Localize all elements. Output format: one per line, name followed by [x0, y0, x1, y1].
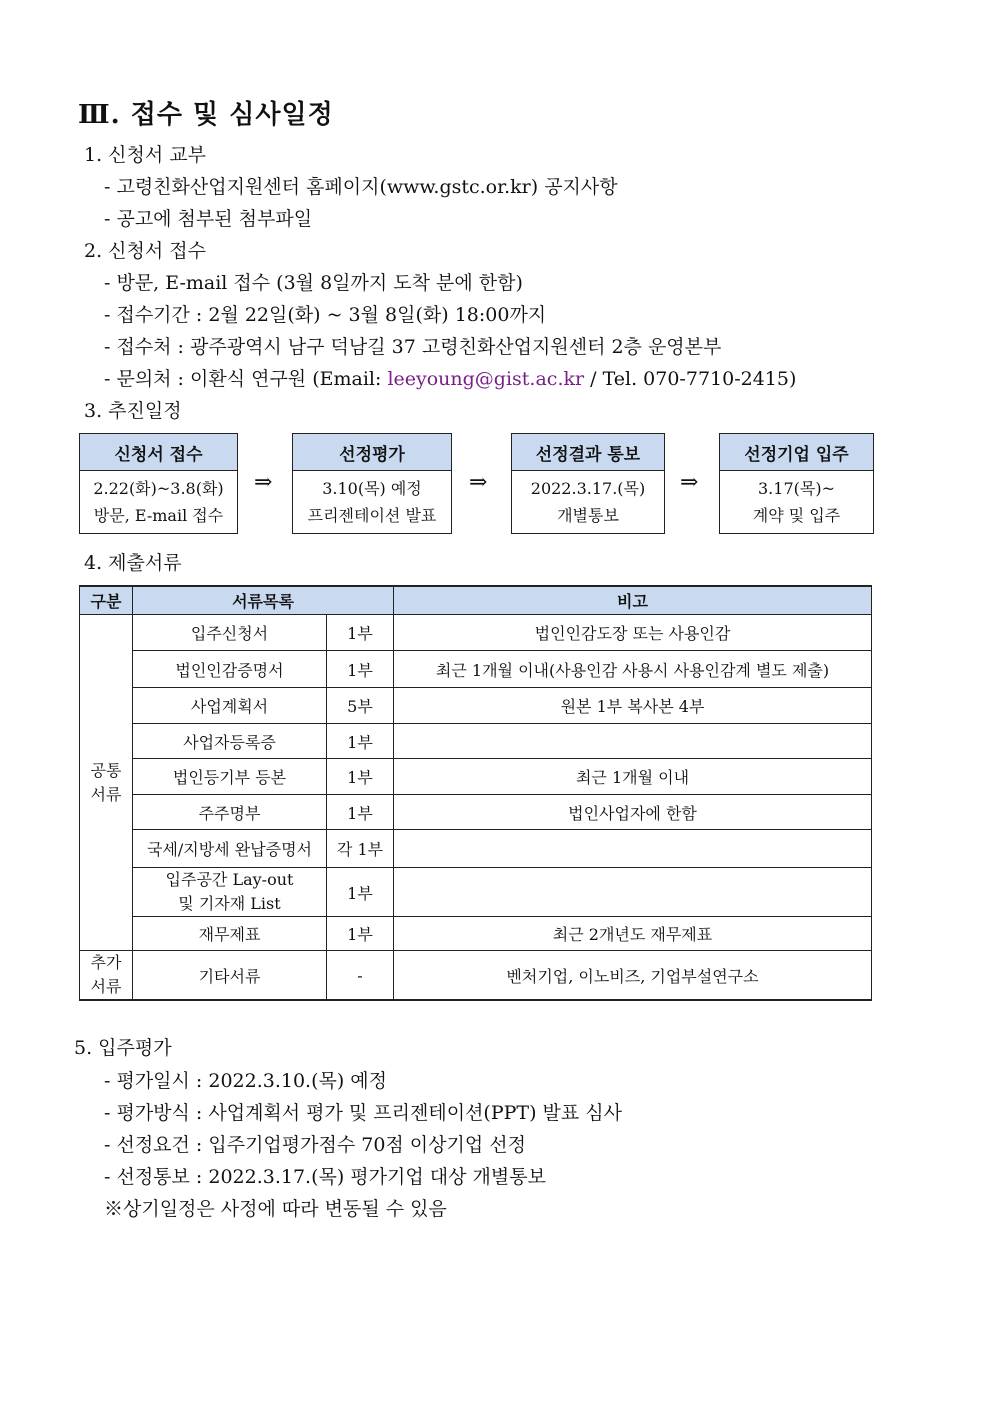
table-row — [80, 688, 872, 724]
table-row — [80, 917, 872, 951]
doc-name: 법인인감증명서 — [133, 651, 327, 688]
step-line2: 개별통보 — [557, 506, 619, 525]
doc-name: 입주공간 Lay-out 및 기자재 List — [133, 868, 327, 917]
s2-item: - 접수처 : 광주광역시 남구 덕남길 37 고령친화산업지원센터 2층 운영본부 — [104, 336, 722, 358]
contact-suffix: / Tel. 070-7710-2415) — [584, 368, 797, 390]
s5-item: - 평가방식 : 사업계획서 평가 및 프리젠테이션(PPT) 발표 심사 — [104, 1102, 622, 1124]
step-line1: 3.10(목) 예정 — [322, 479, 422, 498]
doc-note: 법인사업자에 한함 — [394, 795, 872, 830]
doc-name: 사업자등록증 — [133, 724, 327, 759]
arrow-icon: ⇒ — [680, 470, 699, 495]
section-1-heading: 1. 신청서 교부 — [84, 144, 206, 166]
step-title: 선정평가 — [293, 434, 451, 471]
contact-prefix: - 문의처 : 이환식 연구원 (Email: — [104, 368, 388, 390]
table-row — [80, 651, 872, 688]
table-row — [80, 830, 872, 868]
s2-item: - 방문, E-mail 접수 (3월 8일까지 도착 분에 한함) — [104, 272, 523, 294]
documents-table — [79, 585, 872, 1001]
doc-qty: 1부 — [327, 615, 394, 651]
page-title: Ⅲ. 접수 및 심사일정 — [78, 100, 334, 130]
doc-qty: 1부 — [327, 868, 394, 917]
doc-name: 기타서류 — [133, 951, 327, 1001]
step-line2: 방문, E-mail 접수 — [93, 506, 224, 525]
table-row — [80, 724, 872, 759]
doc-name: 법인등기부 등본 — [133, 759, 327, 795]
doc-name: 재무제표 — [133, 917, 327, 951]
doc-note: 최근 1개월 이내 — [394, 759, 872, 795]
doc-qty: 1부 — [327, 795, 394, 830]
table-row — [80, 868, 872, 917]
section-2-heading: 2. 신청서 접수 — [84, 240, 206, 262]
group-common: 공통 서류 — [80, 615, 133, 951]
s5-item: - 선정요건 : 입주기업평가점수 70점 이상기업 선정 — [104, 1134, 526, 1156]
doc-note — [394, 868, 872, 917]
doc-qty: 각 1부 — [327, 830, 394, 868]
group-extra: 추가 서류 — [80, 951, 133, 1001]
s1-item: - 공고에 첨부된 첨부파일 — [104, 208, 313, 230]
doc-qty: 1부 — [327, 759, 394, 795]
doc-qty: 5부 — [327, 688, 394, 724]
doc-note — [394, 830, 872, 868]
s5-item: - 평가일시 : 2022.3.10.(목) 예정 — [104, 1070, 388, 1092]
doc-note: 법인인감도장 또는 사용인감 — [394, 615, 872, 651]
header-category: 구분 — [80, 586, 133, 615]
arrow-icon: ⇒ — [254, 470, 273, 495]
schedule-step — [79, 433, 238, 534]
header-docs: 서류목록 — [133, 586, 394, 615]
step-line2: 계약 및 입주 — [752, 506, 841, 525]
doc-note: 벤처기업, 이노비즈, 기업부설연구소 — [394, 951, 872, 1001]
step-line1: 2.22(화)~3.8(화) — [93, 479, 224, 498]
doc-name: 사업계획서 — [133, 688, 327, 724]
doc-qty: 1부 — [327, 724, 394, 759]
section-5-heading: 5. 입주평가 — [74, 1037, 172, 1059]
step-title: 신청서 접수 — [80, 434, 237, 471]
arrow-icon: ⇒ — [469, 470, 488, 495]
schedule-step — [511, 433, 665, 534]
s5-note: ※상기일정은 사정에 따라 변동될 수 있음 — [104, 1198, 447, 1220]
step-line1: 3.17(목)~ — [758, 479, 835, 498]
s2-contact — [104, 364, 796, 391]
doc-note: 최근 1개월 이내(사용인감 사용시 사용인감계 별도 제출) — [394, 651, 872, 688]
schedule-step — [719, 433, 874, 534]
doc-note — [394, 724, 872, 759]
table-row — [80, 759, 872, 795]
doc-qty: 1부 — [327, 651, 394, 688]
step-title: 선정결과 통보 — [512, 434, 664, 471]
step-title: 선정기업 입주 — [720, 434, 873, 471]
section-4-heading: 4. 제출서류 — [84, 552, 182, 574]
doc-note: 최근 2개년도 재무제표 — [394, 917, 872, 951]
doc-qty: - — [327, 951, 394, 1001]
s2-item: - 접수기간 : 2월 22일(화) ~ 3월 8일(화) 18:00까지 — [104, 304, 547, 326]
section-3-heading: 3. 추진일정 — [84, 400, 182, 422]
step-line2: 프리젠테이션 발표 — [307, 506, 437, 525]
schedule-step — [292, 433, 452, 534]
step-line1: 2022.3.17.(목) — [530, 479, 646, 498]
doc-qty: 1부 — [327, 917, 394, 951]
contact-email-link[interactable]: leeyoung@gist.ac.kr — [387, 368, 585, 390]
doc-name: 국세/지방세 완납증명서 — [133, 830, 327, 868]
doc-name: 주주명부 — [133, 795, 327, 830]
table-row — [80, 615, 872, 651]
s1-item: - 고령친화산업지원센터 홈페이지(www.gstc.or.kr) 공지사항 — [104, 176, 618, 198]
header-note: 비고 — [394, 586, 872, 615]
doc-name: 입주신청서 — [133, 615, 327, 651]
table-row — [80, 795, 872, 830]
doc-note: 원본 1부 복사본 4부 — [394, 688, 872, 724]
table-row — [80, 951, 872, 1001]
s5-item: - 선정통보 : 2022.3.17.(목) 평가기업 대상 개별통보 — [104, 1166, 546, 1188]
